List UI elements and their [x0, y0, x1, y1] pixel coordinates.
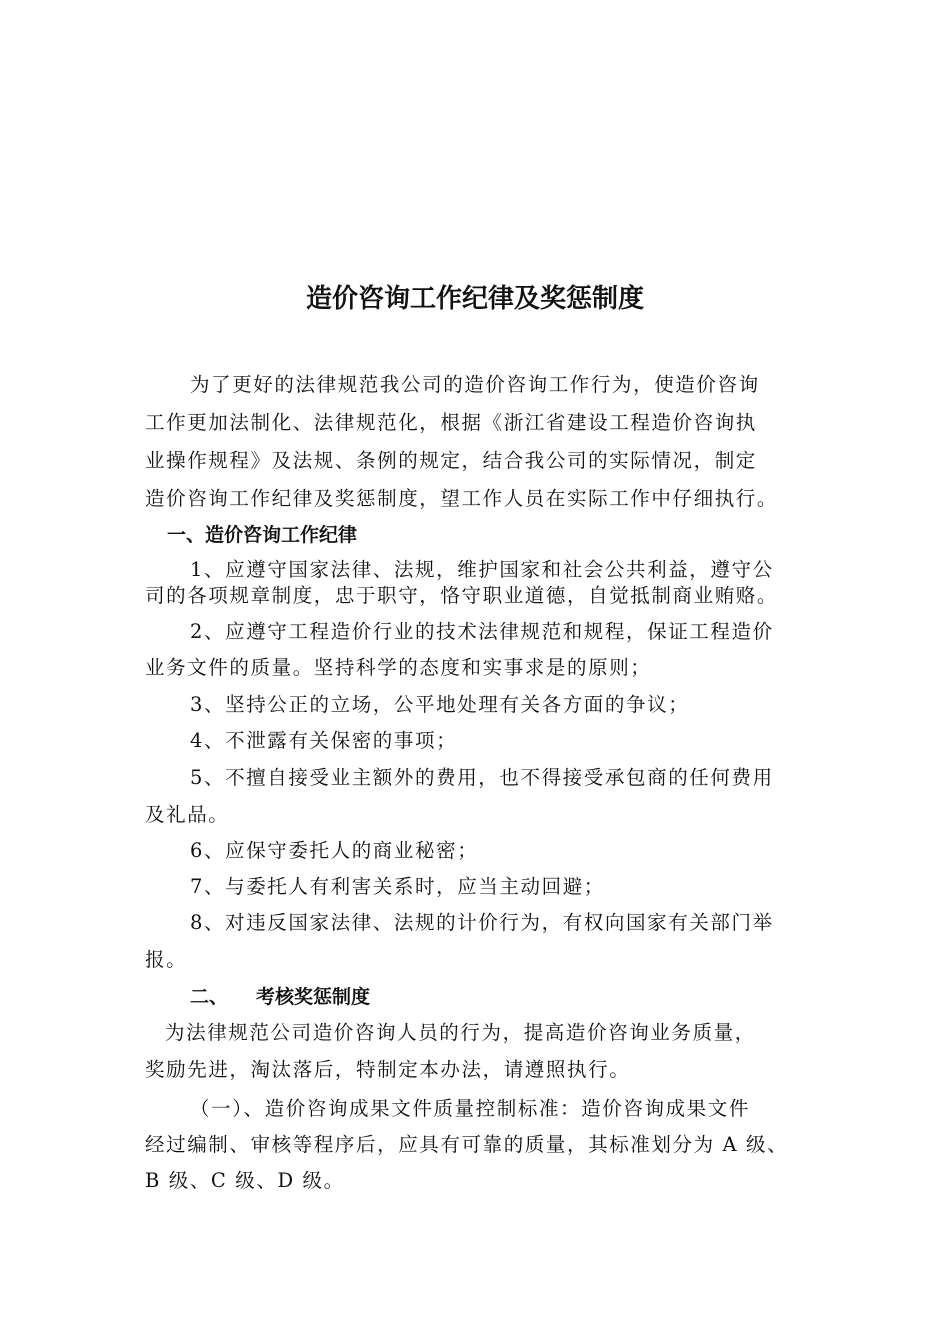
list-item-line: 1、应遵守国家法律、法规，维护国家和社会公共利益，遵守公 — [190, 558, 774, 581]
section-heading: 一、造价咨询工作纪律 — [167, 524, 358, 546]
paragraph-line: （一）、造价咨询成果文件质量控制标准：造价咨询成果文件 — [190, 1097, 750, 1120]
section-number: 二、 — [190, 986, 229, 1008]
list-item-line: 4、不泄露有关保密的事项； — [190, 729, 458, 752]
list-item-line: 6、应保守委托人的商业秘密； — [190, 839, 479, 862]
list-item-line: 业务文件的质量。坚持科学的态度和实事求是的原则； — [145, 656, 652, 679]
intro-line: 工作更加法制化、法律规范化，根据《浙江省建设工程造价咨询执 — [145, 411, 757, 434]
list-item-line: 报。 — [145, 948, 188, 971]
section-heading: 考核奖惩制度 — [256, 986, 371, 1008]
paragraph-line: B 级、C 级、D 级。 — [145, 1169, 345, 1192]
paragraph-line: 为法律规范公司造价咨询人员的行为，提高造价咨询业务质量， — [165, 1021, 756, 1044]
list-item-line: 7、与委托人有利害关系时，应当主动回避； — [190, 875, 605, 898]
list-item-line: 2、应遵守工程造价行业的技术法律规范和规程，保证工程造价 — [190, 620, 774, 643]
list-item-line: 5、不擅自接受业主额外的费用，也不得接受承包商的任何费用 — [190, 766, 774, 789]
intro-line: 业操作规程》及法规、条例的规定，结合我公司的实际情况，制定 — [145, 449, 757, 472]
intro-line: 造价咨询工作纪律及奖惩制度，望工作人员在实际工作中仔细执行。 — [145, 487, 779, 510]
document-title: 造价咨询工作纪律及奖惩制度 — [305, 284, 644, 314]
list-item-line: 司的各项规章制度，忠于职守，恪守职业道德，自觉抵制商业贿赂。 — [145, 584, 779, 607]
list-item-line: 8、对违反国家法律、法规的计价行为，有权向国家有关部门举 — [190, 911, 774, 934]
list-item-line: 及礼品。 — [145, 803, 230, 826]
paragraph-line: 奖励先进，淘汰落后，特制定本办法，请遵照执行。 — [145, 1058, 631, 1081]
intro-line: 为了更好的法律规范我公司的造价咨询工作行为，使造价咨询 — [190, 373, 760, 396]
list-item-line: 3、坚持公正的立场，公平地处理有关各方面的争议； — [190, 693, 690, 716]
paragraph-line: 经过编制、审核等程序后，应具有可靠的质量，其标准划分为 A 级、 — [145, 1133, 789, 1156]
